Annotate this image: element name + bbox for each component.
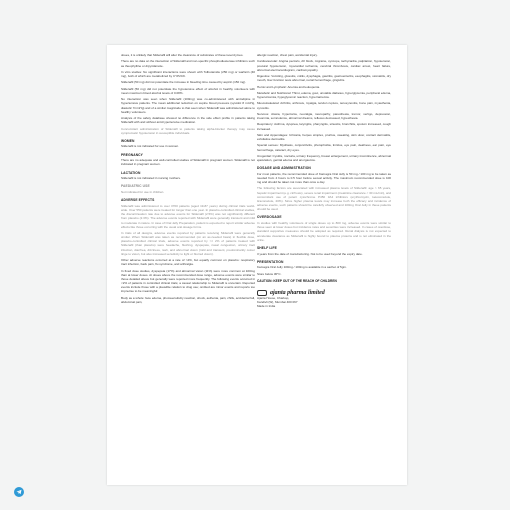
paragraph: Body as a whole: face edema, photosensitivity reaction, shock, asthenia, pain, chills, accidental fall, abdominal pain, [121,295,255,304]
paragraph: Respiratory: Asthma, dyspnea, laryngitis, pharyngitis, sinusitis, bronchitis, sputum increased, cough increased. [257,122,391,131]
section-heading: LACTATION [121,170,141,175]
section-heading: PRESENTATION [257,259,284,264]
section-heading: OVERDOSAGE [257,215,282,220]
paragraph: 3 years from the date of manufacturing. Not to be used beyond the expiry date. [257,251,363,256]
paragraph: There are no data on the interaction of Sildenafil and non-specific phosphodiesterase inhibitors such as theophylline or dipyridamole. [121,59,255,68]
paragraph: Digestive: Vomiting, glossitis, colitis, dysphagia, gastritis, gastroenteritis, esophagitis, stomatitis, dry mouth, liver function tests abnormal, rectal hemorrhage, gingivitis. [257,74,391,83]
paragraph: In vitro studies: No significant interactions were shown with Tolbutamide (250 mg) or warfarin (40 mg), both of which are metabolized by CYP2C9. [121,69,255,78]
company-address [257,296,391,308]
paragraph: doses, it is unlikely that Sildenafil will alter the clearance of substrates of these isoenzymes. [121,53,244,57]
paper-plane-icon[interactable] [14,487,24,497]
paragraph: Kamagra Oral Jelly 100mg / 100mg is available in a sachet of 5gm. [257,265,347,270]
paragraph: Urogenital: Cystitis, nocturia, urinary frequency, breast enlargement, urinary incontinence, abnormal ejaculation, genital edema and anorgasmia. [257,153,391,162]
paragraph: In trials of all designs, adverse events reported by patients receiving Sildenafil were generally similar. When Sildenafil was taken as recommended (on an as-needed basis) in flexible dose, placebo-controlled clinical trials, adverse events reported by >= 2% of patients treated with Sildenafil (than placebo) were headache, flushing, dyspepsia, nasal congestion, urinary tract infection, diarrhea, dizziness, rash, and abnormal vision (mild and transient, predominantly colour tinge to vision, but also increased sensitivity to light or blurred vision). [121,231,255,256]
paragraph: Cardiovascular: Angina pectoris, AV block, migraine, syncope, tachycardia, palpitation, hypotension, postural hypotension, myocardial ischemia, cerebral thrombosis, cardiac arrest, heart failure, abnormal electrocardiogram, cardiomyopathy. [257,59,391,72]
paragraph: allergic reaction, chest pain, accidental injury. [257,53,318,57]
caution-text: CAUTION: KEEP OUT OF THE REACH OF CHILDREN [257,278,337,283]
paragraph: In studies with healthy volunteers of single doses up to 800 mg, adverse events were similar to those seen at lower doses but incidence rates and severities were increased. In cases of overdose, standard supportive measures should be adopted as required. Renal dialysis is not expected to accelerate clearance as Sildenafil is highly bound to plasma proteins and is not eliminated in the urine. [257,221,391,242]
leaflet-left-column [121,53,255,306]
paragraph: Sildenafil is not indicated in nursing mothers. [121,176,181,181]
address-line: Ajanta House, Charkop, [257,295,290,300]
paragraph: Store below 30°C. [257,271,282,276]
paragraph: Sildenafil was administered to over 3700 patients (aged 19-87 years) during clinical trials world-wide. Over 550 patients were treated for longer than one year. In placebo-controlled clinical studies, the discontinuation rate due to adverse events for Sildenafil (2.5%) was not significantly different from placebo (2.3%). The adverse events reported with Sildenafil were generally transient and mild to moderate in nature. In case of Oral Jelly Preparation, patient is expected to report similar adverse effects like those occurring with the usual oral dosage forms. [121,203,255,229]
paragraph: Nervous: Ataxia, hypertonia, neuralgia, neuropathy, paresthesia, tremor, vertigo, depression, insomnia, somnolence, abnormal dreams, reflexes decreased, hypesthesia. [257,111,391,120]
address-line: Kandivli (W), Mumbai 400 067 [257,300,298,305]
paragraph: Musculoskeletal: Arthritis, arthrosis, myalgia, tendon rupture, tenosynovitis, bone pain, myasthenia, synovitis. [257,101,391,110]
paragraph: Sildenafil is not indicated for use in women. [121,144,179,149]
paragraph: Other adverse reactions occurred at a rate of >2%, but equally common on placebo: respiratory tract infection, back pain, flu syndrome, and arthralgia. [121,258,255,267]
paragraph: Sildenafil (50 mg) did not potentiate the hypotensive effect of alcohol in healthy volunteers with mean maximum blood alcohol levels of 0.08%. [121,86,255,95]
paragraph: In fixed dose studies, dyspepsia (17%) and abnormal vision (11%) were more common at 100mg than at lower doses. At doses above the recommended dose range, adverse events were similar to those detailed above but generally were reported more frequently. The following events occurred in <2% of patients in controlled clinical trials; a causal relationship to Sildenafil is uncertain. Reported events include those with a plausible relation to drug use; omitted are minor events and reports too imprecise to be meaningful: [121,268,255,294]
leaflet-page [107,45,407,485]
paragraph: The following factors are associated with increased plasma levels of Sildenafil: age > 65 years, hepatic impairment (e.g. cirrhosis), severe renal impairment (creatinine clearance < 30 mL/min), and concomitant use of potent cytochrome P450 3A4 inhibitors (erythromycin, ketoconazole, itraconazole, 20%). Since higher plasma levels may increase both the efficacy and incidence of adverse events, such patients should be carefully observed and 100mg Oral Jelly in these patients should be used. [257,186,391,212]
paragraph: Analysis of the safety database showed no difference in the side effect profile in patients taking Sildenafil with and without anti-hypertensive medication. [121,116,255,125]
section-heading: DOSAGE AND ADMINISTRATION [257,166,311,171]
section-heading: PAEDIATRIC USE [121,184,150,189]
leaflet-right-column [257,53,391,308]
paragraph: Not indicated for use in children. [121,190,165,195]
section-heading: SHELF LIFE [257,245,277,250]
section-heading: ADVERSE EFFECTS [121,198,155,203]
paragraph: Sildenafil (50 mg) did not potentiate the increase in bleeding time caused by aspirin (150 mg). [121,80,247,85]
paragraph: Special senses: Mydriasis, conjunctivitis, photophobia, tinnitus, eye pain, deafness, ear pain, eye hemorrhage, cataract, dry eyes. [257,143,391,152]
paragraph: Skin and Appendages: Urticaria, herpes simplex, pruritus, sweating, skin ulcer, contact dermatitis, exfoliative dermatitis. [257,132,391,141]
paragraph: Hemic and Lymphatic: Anemia and leukopenia. [257,84,320,89]
paragraph: Metabolic and Nutritional: Thirst, edema, gout, unstable diabetes, hyperglycemia, peripheral edema, hyperuricemia, hypoglycemic reaction, hypernatremia. [257,90,391,99]
paragraph: Concomitant administration of Sildenafil to patients taking alpha-blocker therapy may cause symptomatic hypotension in susceptible individuals. [121,126,255,135]
section-heading: PREGNANCY [121,152,143,157]
company-name: ajanta pharma limited [270,289,325,296]
paragraph: There are no adequate and well-controlled studies of Sildenafil in pregnant women. Sildenafil is not indicated in pregnant women. [121,158,255,167]
paragraph: No interaction was seen when Sildenafil (100mg) was co-administered with amlodipine in hypertensive patients. The mean additional reduction on supine blood pressure (systolic 8 mmHg, diastolic 7mmHg) and of a similar magnitude to that seen when Sildenafil was administered alone to healthy volunteers. [121,97,255,114]
paragraph: For most patients, the recommended dose of Kamagra Oral Jelly is 50 mg / 100 mg to be taken as needed from 4 hours to 0.5 hour before sexual activity. The maximum recommended dose is 100 mg and should be taken not more than once a day. [257,171,391,185]
address-line: Made in India [257,304,276,309]
right-column-body [257,53,391,276]
section-heading: WOMEN [121,138,135,143]
